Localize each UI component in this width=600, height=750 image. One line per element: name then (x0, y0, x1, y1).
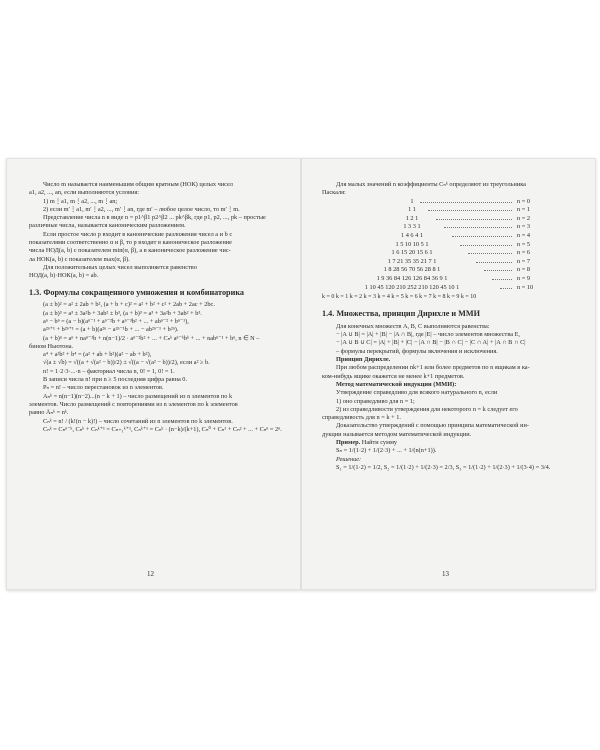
pascal-row (322, 258, 577, 267)
left-page (7, 159, 300, 589)
section-heading-1-3: 1.3. Формулы сокращенного умножения и комбинаторика (29, 287, 245, 297)
pascal-row-leader (468, 253, 512, 254)
formula-line: Aₙᵏ = n(n−1)(n−2)...(n − k + 1) – число размещений из n элементов по k (43, 392, 233, 400)
formula-line: Pₙ = n! – число перестановок из n элементов. (43, 384, 164, 392)
page-number-left: 12 (147, 569, 154, 578)
pascal-row-leader (492, 279, 512, 280)
pascal-row-leader (444, 227, 512, 228)
pascal-row-values: 1 (410, 197, 414, 205)
pascal-row-values: 1 8 28 56 70 56 28 8 1 (383, 266, 441, 274)
pascal-row (322, 284, 577, 293)
pascal-row (322, 206, 577, 215)
formula-line: бином Ньютона. (29, 342, 74, 350)
open-book-spread (6, 158, 596, 590)
pascal-row-leader (476, 262, 512, 263)
right-intro-line: Паскаля: (322, 189, 346, 197)
pascal-row-n-label: n = 6 (517, 249, 530, 257)
formula-line: (a + b)ⁿ = aⁿ + naⁿ⁻¹b + n(n−1)/2 · aⁿ⁻²b² + ... + Cₙᵏ aⁿ⁻ᵏbᵏ + ... + nabⁿ⁻¹ + bⁿ, n ∈ N – (43, 334, 260, 342)
left-intro-line: ла НОК(a, b) с показателем max(α, β). (29, 255, 130, 263)
pascal-row (322, 275, 577, 284)
solution-title: Решение: (336, 455, 362, 463)
pascal-row-values: 1 9 36 84 126 126 84 36 9 1 (376, 274, 448, 282)
formula-line: √(a ± √b) = √((a + √(a² − b))/2) ± √((a − √(a² − b))/2), если a² ≥ b. (43, 359, 210, 367)
pascal-row-leader (500, 288, 512, 289)
pascal-row-n-label: n = 2 (517, 214, 530, 222)
right-page (302, 159, 595, 589)
pascal-row-leader (484, 270, 512, 271)
pascal-row-leader (420, 202, 512, 203)
formula-line: aⁿ − bⁿ = (a − b)(aⁿ⁻¹ + aⁿ⁻²b + aⁿ⁻³b² + ... + abⁿ⁻² + bⁿ⁻¹), (43, 317, 189, 325)
pascal-row-n-label: n = 0 (517, 197, 530, 205)
formula-line: В записи числа n! при n ≥ 5 последняя цифра равна 0. (43, 376, 188, 384)
left-intro-line: a1, a2, ..., an, если выполняются условия: (29, 189, 139, 197)
dirichlet-line: При любом распределении nk+1 или более предметов по n ящикам в ка- (336, 364, 530, 372)
sets-line: – формулы перекрытий, формулы включения и исключения. (336, 347, 498, 355)
formula-line: элементов. Число размещений с повторениями из n элементов по k элементов (29, 400, 238, 408)
left-intro-line: показателями соответственно α и β, то p входит в каноническое разложение (29, 239, 232, 247)
solution-formula: S₁ = 1/(1·2) = 1/2, S₂ = 1/(1·2) + 1/(2·3) = 2/3, S₃ = 1/(1·2) + 1/(2·3) + 1/(3·4) = 3/4. (336, 463, 551, 471)
pascal-triangle (322, 198, 577, 293)
example-title: Пример. (336, 439, 361, 447)
pascal-row-n-label: n = 9 (517, 274, 530, 282)
left-intro-line: Если простое число p входит в канонические разложения чисел a и b с (43, 230, 233, 238)
pascal-row (322, 198, 577, 207)
pascal-row-n-label: n = 3 (517, 223, 530, 231)
pascal-row (322, 249, 577, 258)
pascal-row-n-label: n = 4 (517, 231, 530, 239)
formula-line: (a ± b)³ = a³ ± 3a²b + 3ab² ± b³, (a + b)³ = a³ + 3a²b + 3ab² + b³. (43, 309, 202, 317)
pascal-row-n-label: n = 8 (517, 266, 530, 274)
pascal-row (322, 215, 577, 224)
page-number-right: 13 (442, 569, 449, 578)
sets-line: − |A ∪ B ∪ C| = |A| + |B| + |C| − |A ∩ B| − |B ∩ C| − |C ∩ A| + |A ∩ B ∩ C| (336, 339, 526, 347)
mmi-line: Доказательство утверждений с помощью принципа математической ин- (336, 422, 529, 430)
pascal-k-labels: k = 0 k = 1 k = 2 k = 3 k = 4 k = 5 k = 6 k = 7 k = 8 k = 9 k = 10 (322, 294, 477, 301)
pascal-row-leader (452, 236, 512, 237)
pascal-row-n-label: n = 10 (517, 283, 534, 291)
pascal-row (322, 241, 577, 250)
example-formula: Sₙ = 1/(1·2) + 1/(2·3) + ... + 1/(n(n+1)). (336, 447, 437, 455)
left-intro-line: Для положительных целых чисел выполняется равенство (43, 263, 197, 271)
sets-line: Для конечных множеств A, B, C выполняются равенства: (336, 322, 490, 330)
left-intro-line: 1) m⋮a1, m⋮a2, ..., m⋮an; (43, 197, 118, 205)
left-intro-line: Число m называется наименьшим общим кратным (НОК) целых чисел (43, 181, 233, 188)
right-intro-line: Для малых значений n коэффициенты Cₙᵏ определяют из треугольника (336, 181, 526, 188)
pascal-row (322, 266, 577, 275)
pascal-row-values: 1 1 (408, 206, 416, 214)
mmi-line: 1) оно справедливо для n = 1; (336, 397, 415, 405)
formula-line: Cₙᵏ = Cₙⁿ⁻ᵏ, Cₙᵏ + Cₙᵏ⁺¹ = Cₙ₊₁ᵏ⁺¹, Cₙᵏ⁺¹ = Cₙᵏ · (n−k)/(k+1), Cₙ⁰ + Cₙ¹ + Cₙ² + ... + Cₙⁿ = 2ⁿ. (43, 425, 282, 433)
pascal-row-values: 1 2 1 (405, 214, 419, 222)
pascal-row-leader (436, 219, 512, 220)
pascal-row-n-label: n = 7 (517, 257, 530, 265)
left-intro-line: НОД(a, b)·НОК(a, b) = ab. (29, 272, 99, 280)
left-intro-line: Представление числа n в виде n = p1^β1 p2^β2 ... pk^βk, где p1, p2, ..., pk – простые (43, 214, 266, 222)
pascal-row-n-label: n = 1 (517, 206, 530, 214)
example-text: Найти сумму (361, 439, 398, 447)
formula-line: a⁴ + a²b² + b⁴ = (a² + ab + b²)(a² − ab + b²), (43, 351, 152, 359)
dirichlet-line: ком-нибудь ящике окажется не менее k+1 предметов. (322, 372, 465, 380)
pascal-row (322, 223, 577, 232)
left-intro-line: различные числа, называется каноническим разложением. (29, 222, 186, 230)
mmi-title: Метод математической индукции (ММИ): (336, 380, 457, 388)
formula-line: Cₙᵏ = n! / (k!(n − k)!) – число сочетаний из n элементов по k элементов. (43, 417, 233, 425)
pascal-row-values: 1 3 3 1 (403, 223, 421, 231)
mmi-line: справедливость для n = k + 1. (322, 414, 401, 422)
pascal-row-values: 1 5 10 10 5 1 (395, 240, 429, 248)
pascal-row-leader (460, 245, 512, 246)
mmi-line: 2) из справедливости утверждения для некоторого n = k следует его (336, 405, 518, 413)
mmi-line: дукции называется методом математической индукции. (322, 430, 472, 438)
pascal-row (322, 232, 577, 241)
formula-line: равно Āₙᵏ = nᵏ. (29, 409, 69, 417)
mmi-line: Утверждение справедливо для всякого натурального n, если (336, 389, 498, 397)
formula-line: (a ± b)² = a² ± 2ab + b², (a + b + c)² = a² + b² + c² + 2ab + 2ac + 2bc. (43, 301, 215, 309)
left-intro-line: числа НОД(a, b) с показателем min(α, β), а в каноническое разложение чис- (29, 247, 231, 255)
pascal-row-values: 1 4 6 4 1 (400, 231, 424, 239)
pascal-row-values: 1 10 45 120 210 252 210 120 45 10 1 (364, 283, 460, 291)
sets-line: − |A ∪ B| = |A| + |B| − |A ∩ B|, где |E| – число элементов множества E, (336, 331, 520, 339)
pascal-row-leader (428, 210, 512, 211)
formula-line: a²ⁿ⁺¹ + b²ⁿ⁺¹ = (a + b)(a²ⁿ − a²ⁿ⁻¹b + ... − ab²ⁿ⁻¹ + b²ⁿ). (43, 326, 179, 334)
pascal-row-values: 1 6 15 20 15 6 1 (391, 249, 433, 257)
section-heading-1-4: 1.4. Множества, принцип Дирихле и ММИ (322, 309, 480, 319)
pascal-row-values: 1 7 21 35 35 21 7 1 (387, 257, 437, 265)
left-intro-line: 2) если m′⋮a1, m′⋮a2, ..., m′⋮an, где m′ – любое целое число, то m′⋮m. (43, 205, 240, 213)
formula-line: n! = 1·2·3·...·n – факториал числа n, 0! = 1, 0! = 1. (43, 367, 175, 375)
dirichlet-title: Принцип Дирихле. (336, 356, 391, 364)
pascal-row-n-label: n = 5 (517, 240, 530, 248)
